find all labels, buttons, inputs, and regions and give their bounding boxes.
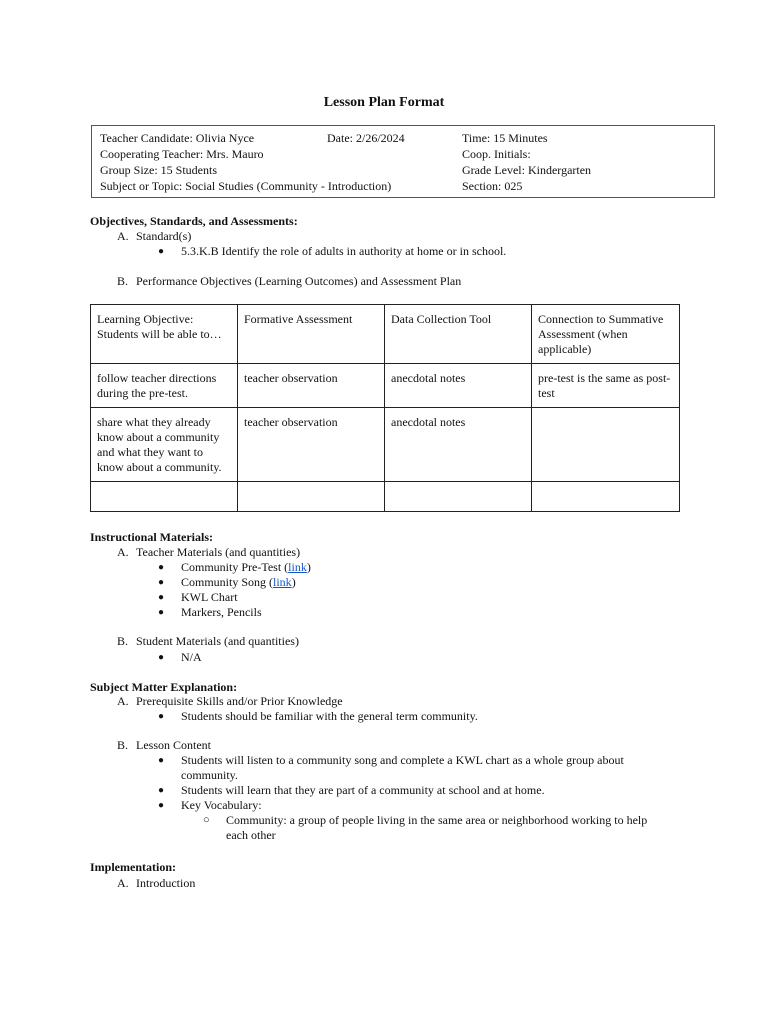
table-row	[91, 364, 680, 408]
bullet-icon: ●	[158, 785, 165, 796]
bullet-icon: ●	[158, 607, 165, 618]
table-cell	[532, 482, 680, 512]
table-cell	[532, 408, 680, 482]
implementation-heading: Implementation:	[90, 860, 176, 874]
list-item-kwl: KWL Chart	[181, 590, 238, 604]
table-cell: teacher observation	[238, 408, 385, 482]
list-marker-a: A.	[117, 229, 129, 243]
table-cell	[91, 482, 238, 512]
assessment-table	[90, 304, 680, 512]
bullet-icon: ●	[158, 562, 165, 573]
table-cell: anecdotal notes	[385, 364, 532, 408]
table-cell	[385, 482, 532, 512]
table-header-cell: Formative Assessment	[238, 305, 385, 364]
table-cell	[238, 482, 385, 512]
list-marker-b: B.	[117, 634, 129, 648]
introduction-label: Introduction	[136, 876, 196, 890]
bullet-icon: ●	[158, 652, 165, 663]
bullet-icon: ●	[158, 246, 165, 257]
table-row	[91, 482, 680, 512]
performance-objectives-label: Performance Objectives (Learning Outcomes) and Assessment Plan	[136, 274, 462, 288]
student-materials-label: Student Materials (and quantities)	[136, 634, 299, 648]
lesson-content-item: Students will listen to a community song and complete a KWL chart as a whole group about	[181, 753, 624, 767]
bullet-icon: ●	[158, 800, 165, 811]
list-marker-a: A.	[117, 876, 129, 890]
list-marker-b: B.	[117, 274, 129, 288]
teacher-candidate: Teacher Candidate: Olivia Nyce	[100, 131, 255, 145]
list-item-song: Community Song (link)	[181, 575, 296, 589]
subject-matter-heading: Subject Matter Explanation:	[90, 680, 238, 694]
prerequisite-item: Students should be familiar with the general term community.	[181, 709, 478, 723]
group-size: Group Size: 15 Students	[100, 163, 217, 177]
table-cell: share what they already know about a community and what they want to know about a community.	[91, 408, 238, 482]
lesson-content-item-cont: community.	[181, 768, 238, 782]
list-item-markers: Markers, Pencils	[181, 605, 262, 619]
bullet-icon: ●	[158, 711, 165, 722]
list-marker-b: B.	[117, 738, 129, 752]
lesson-time: Time: 15 Minutes	[462, 131, 548, 145]
table-header-row	[91, 305, 680, 364]
pretest-link[interactable]: link	[288, 560, 307, 574]
bullet-icon: ●	[158, 755, 165, 766]
lesson-date: Date: 2/26/2024	[327, 131, 405, 145]
page-title: Lesson Plan Format	[323, 95, 445, 110]
materials-heading: Instructional Materials:	[90, 530, 213, 544]
bullet-icon: ●	[158, 592, 165, 603]
song-link[interactable]: link	[273, 575, 292, 589]
standards-label: Standard(s)	[136, 229, 192, 243]
lesson-content-item: Students will learn that they are part of a community at school and at home.	[181, 783, 545, 797]
standard-item: 5.3.K.B Identify the role of adults in authority at home or in school.	[181, 244, 507, 258]
coop-initials: Coop. Initials:	[462, 147, 531, 161]
list-marker-a: A.	[117, 545, 129, 559]
prerequisite-label: Prerequisite Skills and/or Prior Knowledge	[136, 694, 343, 708]
table-cell: teacher observation	[238, 364, 385, 408]
teacher-materials-label: Teacher Materials (and quantities)	[136, 545, 301, 559]
vocab-definition-cont: each other	[226, 828, 276, 842]
table-cell: follow teacher directions during the pre-test.	[91, 364, 238, 408]
grade-level: Grade Level: Kindergarten	[462, 163, 592, 177]
sub-bullet-icon: ○	[203, 814, 210, 826]
objectives-heading: Objectives, Standards, and Assessments:	[90, 214, 298, 228]
subject-topic: Subject or Topic: Social Studies (Community - Introduction)	[100, 179, 392, 193]
table-cell: anecdotal notes	[385, 408, 532, 482]
table-header-cell: Data Collection Tool	[385, 305, 532, 364]
table-header-cell: Learning Objective: Students will be able to…	[91, 305, 238, 364]
list-marker-a: A.	[117, 694, 129, 708]
table-row	[91, 408, 680, 482]
section-number: Section: 025	[462, 179, 523, 193]
vocab-definition: Community: a group of people living in the same area or neighborhood working to help	[226, 813, 648, 827]
list-item-na: N/A	[181, 650, 202, 664]
bullet-icon: ●	[158, 577, 165, 588]
table-header-cell: Connection to Summative Assessment (when applicable)	[532, 305, 680, 364]
cooperating-teacher: Cooperating Teacher: Mrs. Mauro	[100, 147, 264, 161]
table-cell: pre-test is the same as post-test	[532, 364, 680, 408]
key-vocabulary-label: Key Vocabulary:	[181, 798, 262, 812]
lesson-content-label: Lesson Content	[136, 738, 211, 752]
list-item-pretest: Community Pre-Test (link)	[181, 560, 311, 574]
